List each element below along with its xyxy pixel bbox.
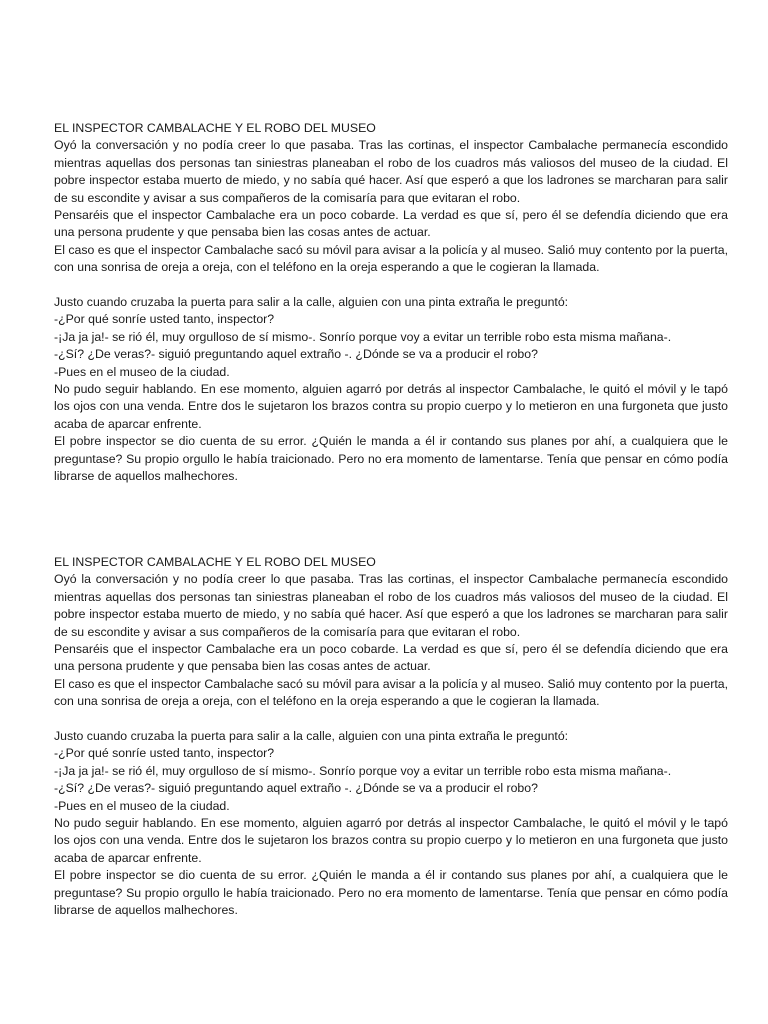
story-paragraph: El pobre inspector se dio cuenta de su error. ¿Quién le manda a él ir contando sus planes por ahí, a cualquiera que le preguntase? Su propio orgullo le había traicionado. Pero no era momento de lamentarse. Tenía que pensar en cómo podía librarse de aquellos malhechores. <box>54 434 728 484</box>
story-title: EL INSPECTOR CAMBALACHE Y EL ROBO DEL MUSEO <box>54 121 376 135</box>
story-paragraph: Pensaréis que el inspector Cambalache era un poco cobarde. La verdad es que sí, pero él se defendía diciendo que era una persona prudente y que pensaba bien las cosas antes de actuar. <box>54 208 728 240</box>
dialogue-line: -¿Por qué sonríe usted tanto, inspector? <box>54 746 275 761</box>
dialogue-line: -¡Ja ja ja!- se rió él, muy orgulloso de sí mismo-. Sonrío porque voy a evitar un terrible robo esta misma mañana-. <box>54 329 672 344</box>
story-paragraph: El caso es que el inspector Cambalache sacó su móvil para avisar a la policía y al museo. Salió muy contento por la puerta, con una sonrisa de oreja a oreja, con el teléfono en la oreja esperando a que le cogieran la llamada. <box>54 242 728 275</box>
story-copy-2 <box>54 554 728 920</box>
story-paragraph: No pudo seguir hablando. En ese momento, alguien agarró por detrás al inspector Cambalache, le quitó el móvil y le tapó los ojos con una venda. Entre dos le sujetaron los brazos contra su propio cuerpo y lo metieron en una furgoneta que justo acaba de aparcar enfrente. <box>54 816 728 865</box>
story-paragraph: El caso es que el inspector Cambalache sacó su móvil para avisar a la policía y al museo. Salió muy contento por la puerta, con una sonrisa de oreja a oreja, con el teléfono en la oreja esperando a que le cogieran la llamada. <box>54 676 728 709</box>
story-paragraph: No pudo seguir hablando. En ese momento, alguien agarró por detrás al inspector Cambalache, le quitó el móvil y le tapó los ojos con una venda. Entre dos le sujetaron los brazos contra su propio cuerpo y lo metieron en una furgoneta que justo acaba de aparcar enfrente. <box>54 382 728 431</box>
story-paragraph: El pobre inspector se dio cuenta de su error. ¿Quién le manda a él ir contando sus planes por ahí, a cualquiera que le preguntase? Su propio orgullo le había traicionado. Pero no era momento de lamentarse. Tenía que pensar en cómo podía librarse de aquellos malhechores. <box>54 868 728 918</box>
dialogue-line: -¡Ja ja ja!- se rió él, muy orgulloso de sí mismo-. Sonrío porque voy a evitar un terrible robo esta misma mañana-. <box>54 763 672 778</box>
dialogue-line: Justo cuando cruzaba la puerta para salir a la calle, alguien con una pinta extraña le preguntó: <box>54 729 569 744</box>
dialogue-line: -¿Sí? ¿De veras?- siguió preguntando aquel extraño -. ¿Dónde se va a producir el robo? <box>54 347 538 362</box>
story-paragraph: Oyó la conversación y no podía creer lo que pasaba. Tras las cortinas, el inspector Cambalache permanecía escondido mientras aquellas dos personas tan siniestras planeaban el robo de los cuadros más valiosos del museo de la ciudad. El pobre inspector estaba muerto de miedo, y no sabía qué hacer. Así que esperó a que los ladrones se marcharan para salir de su escondite y avisar a sus compañeros de la comisaría para que evitaran el robo. <box>54 572 728 639</box>
paragraph-spacer <box>54 711 728 728</box>
story-paragraph: Pensaréis que el inspector Cambalache era un poco cobarde. La verdad es que sí, pero él se defendía diciendo que era una persona prudente y que pensaba bien las cosas antes de actuar. <box>54 642 728 674</box>
story-copy-1 <box>54 120 728 486</box>
dialogue-line: -¿Sí? ¿De veras?- siguió preguntando aquel extraño -. ¿Dónde se va a producir el robo? <box>54 781 538 796</box>
paragraph-spacer <box>54 277 728 294</box>
dialogue-line: -¿Por qué sonríe usted tanto, inspector? <box>54 312 275 327</box>
dialogue-line: -Pues en el museo de la ciudad. <box>54 364 230 379</box>
story-paragraph: Oyó la conversación y no podía creer lo que pasaba. Tras las cortinas, el inspector Cambalache permanecía escondido mientras aquellas dos personas tan siniestras planeaban el robo de los cuadros más valiosos del museo de la ciudad. El pobre inspector estaba muerto de miedo, y no sabía qué hacer. Así que esperó a que los ladrones se marcharan para salir de su escondite y avisar a sus compañeros de la comisaría para que evitaran el robo. <box>54 138 728 205</box>
story-title: EL INSPECTOR CAMBALACHE Y EL ROBO DEL MUSEO <box>54 555 376 569</box>
dialogue-line: Justo cuando cruzaba la puerta para salir a la calle, alguien con una pinta extraña le preguntó: <box>54 295 569 310</box>
dialogue-line: -Pues en el museo de la ciudad. <box>54 798 230 813</box>
